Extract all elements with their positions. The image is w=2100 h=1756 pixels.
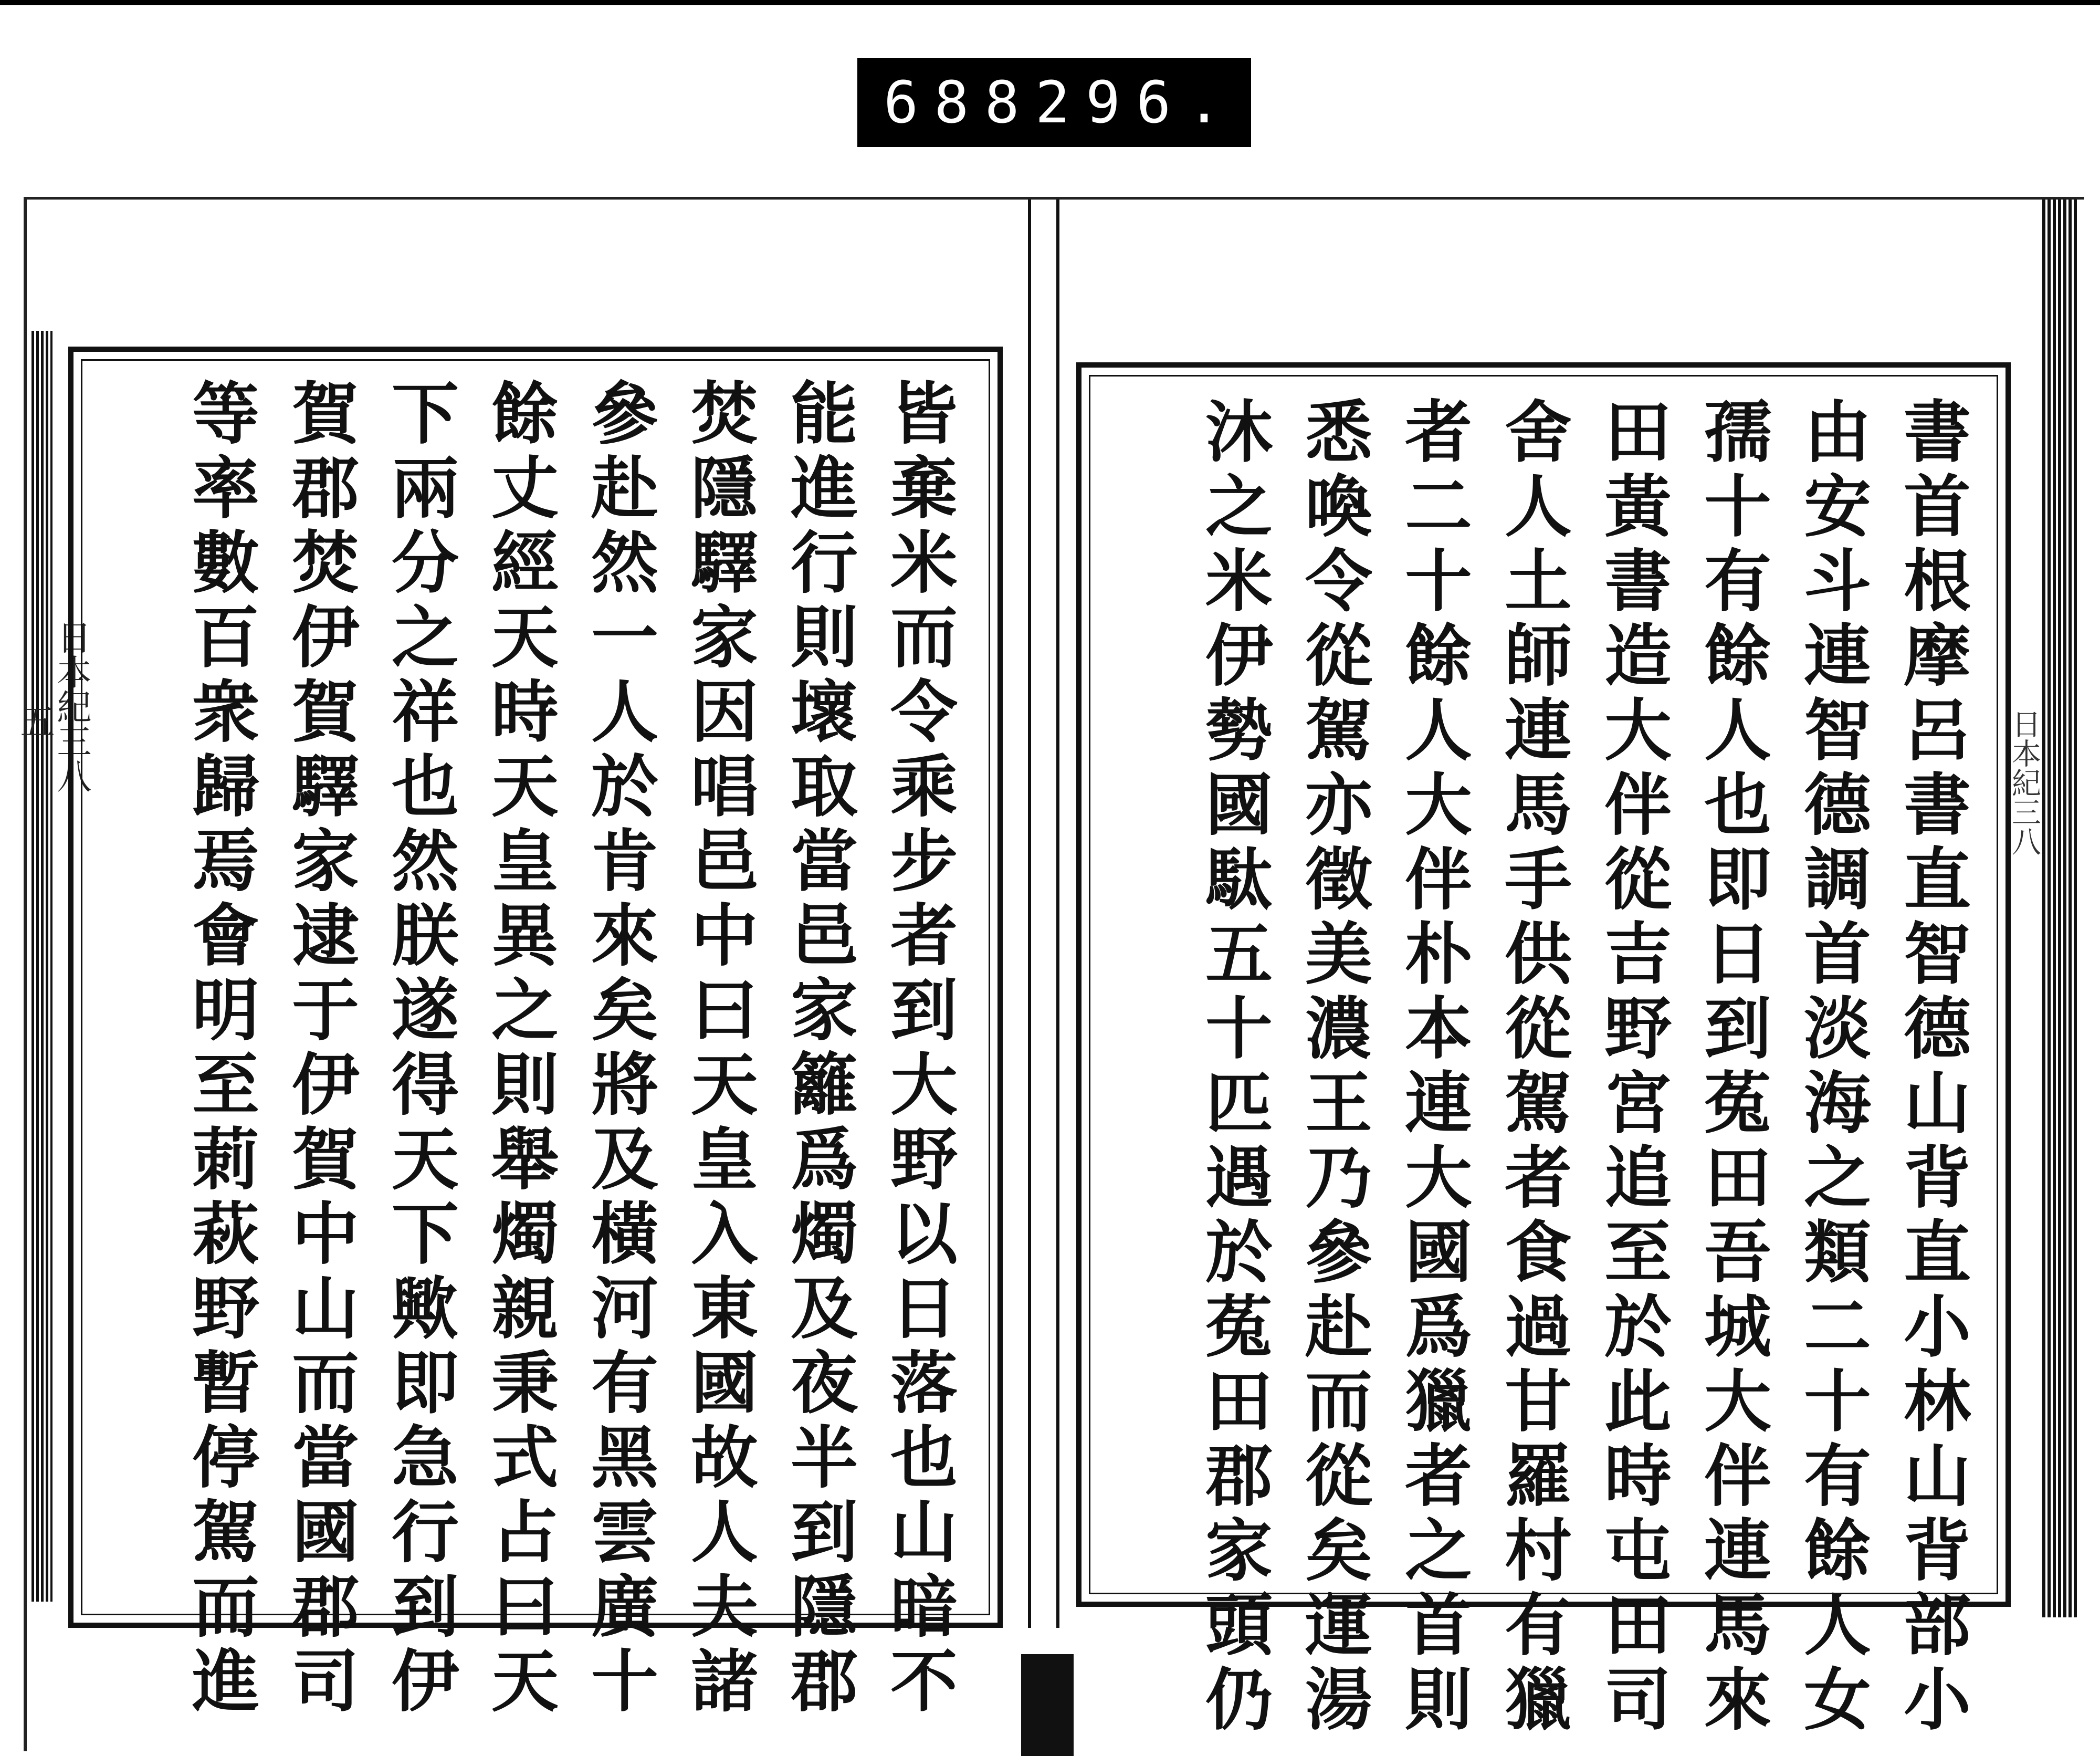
- left-page-column-1: 皆棄米而令乘步者到大野以日落也山暗不: [879, 378, 958, 1720]
- catalog-number-right: 296.: [1035, 69, 1237, 136]
- left-page-column-5: 餘丈經天時天皇異之則舉燭親秉式占曰天: [480, 378, 559, 1720]
- left-page-column-4: 參赴然一人於肯來矣將及橫河有黑雲廣十: [580, 378, 658, 1720]
- left-page-column-2: 能進行則壞取當邑家籬爲燭及夜半到隱郡: [779, 378, 858, 1720]
- right-page-column-6: 者二十餘人大伴朴本連大國爲獵者之首則: [1393, 396, 1472, 1739]
- right-page-edge-strip: [2042, 200, 2079, 1617]
- left-page-text-frame: [68, 347, 1003, 1720]
- right-page-column-3: 孺十有餘人也即日到菟田吾城大伴連馬來: [1693, 396, 1771, 1739]
- right-page-column-7: 悉喚令從駕亦徵美濃王乃參赴而從矣運湯: [1294, 396, 1372, 1739]
- gutter-line-right: [1056, 200, 1059, 1628]
- right-page-column-2: 由安斗連智德調首淡海之類二十有餘人女: [1792, 396, 1871, 1739]
- right-page-column-4: 田黃書造大伴從吉野宮追至於此時屯田司: [1593, 396, 1672, 1739]
- right-page-column-5: 舍人土師連馬手供從駕者食過甘羅村有獵: [1493, 396, 1572, 1739]
- left-page-column-7: 賀郡焚伊賀驛家逮于伊賀中山而當國郡司: [280, 378, 359, 1720]
- catalog-number-left: 688: [884, 69, 1035, 136]
- right-edge-title: 日本紀三八: [2007, 709, 2041, 856]
- right-page-column-8: 沐之米伊勢國駄五十匹遇於菟田郡家頭仍: [1194, 396, 1273, 1739]
- left-edge-folio: 五: [14, 704, 55, 738]
- left-edge-title-text: 日本紀三八: [51, 620, 91, 793]
- left-page-column-3: 焚隱驛家因唱邑中曰天皇入東國故人夫諸: [679, 378, 758, 1720]
- scan-top-edge: [0, 0, 2100, 5]
- left-page-column-6: 下兩分之祥也然朕遂得天下歟即急行到伊: [380, 378, 459, 1720]
- right-page-text-frame: [1076, 362, 2011, 1739]
- left-page-column-8: 等率數百衆歸焉會明至莿萩野暫停駕而進: [181, 378, 259, 1720]
- right-page-column-1: 書首根摩呂書直智德山背直小林山背部小: [1892, 396, 1971, 1739]
- binding-block: [1021, 1654, 1074, 1756]
- gutter-line-left: [1028, 200, 1031, 1628]
- catalog-label: [857, 58, 1251, 147]
